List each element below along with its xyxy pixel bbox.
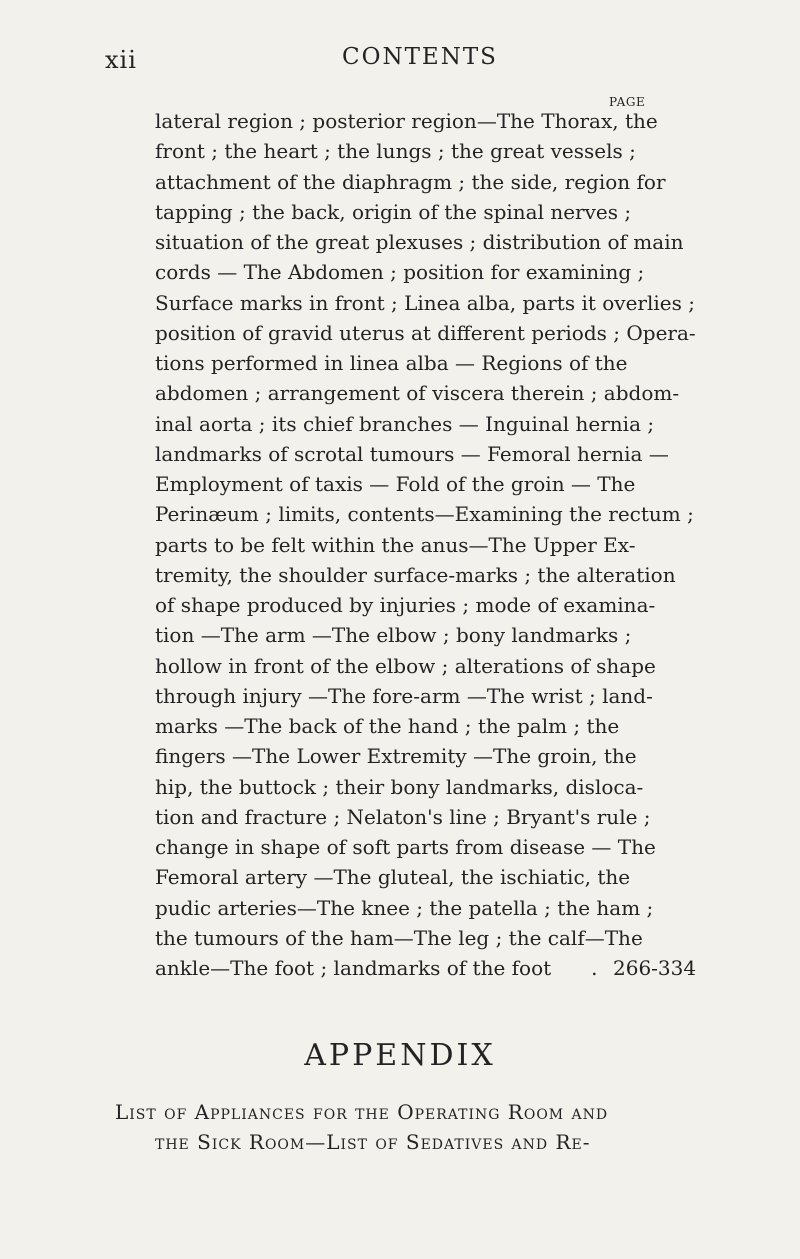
contents-line: position of gravid uterus at different periods ; Opera- [155,320,696,345]
contents-line: attachment of the diaphragm ; the side, region for [155,169,666,194]
appendix-entry [115,1097,645,1157]
contents-line: inal aorta ; its chief branches — Inguinal hernia ; [155,411,655,436]
contents-line: fingers —The Lower Extremity —The groin, the [155,744,637,769]
contents-line: landmarks of scrotal tumours — Femoral hernia — [155,441,669,466]
contents-line: cords — The Abdomen ; position for examining ; [155,260,645,285]
appendix-heading: APPENDIX [304,1038,496,1073]
contents-line: parts to be felt within the anus—The Upper Ex- [155,532,636,557]
contents-line: hollow in front of the elbow ; alterations of shape [155,653,656,678]
contents-line: abdomen ; arrangement of viscera therein ; abdom- [155,381,680,406]
leader-dot: . [591,956,598,980]
contents-line: tapping ; the back, origin of the spinal nerves ; [155,199,632,224]
appendix-line: List of Appliances for the Operating Room and [115,1100,609,1124]
running-head [0,42,800,76]
contents-entry [155,106,697,983]
contents-line: Femoral artery —The gluteal, the ischiatic, the [155,865,631,890]
page-number: xii [105,46,137,74]
contents-line: Perinæum ; limits, contents—Examining the rectum ; [155,502,694,527]
contents-line: situation of the great plexuses ; distribution of main [155,230,684,254]
contents-line: tion and fracture ; Nelaton's line ; Bryant's rule ; [155,804,651,829]
contents-last-line [155,953,697,983]
contents-line: Employment of taxis — Fold of the groin — The [155,472,636,496]
contents-line: lateral region ; posterior region—The Thorax, the [155,109,658,133]
contents-line: front ; the heart ; the lungs ; the great vessels ; [155,139,636,164]
page-range: 266-334 [613,956,697,980]
contents-line: hip, the buttock ; their bony landmarks, disloca- [155,774,644,799]
page-title: CONTENTS [342,44,498,70]
page-column-label: PAGE [609,95,646,109]
contents-line: marks —The back of the hand ; the palm ; the [155,714,620,738]
contents-line: tremity, the shoulder surface-marks ; the alteration [155,562,676,587]
contents-line-text: ankle—The foot ; landmarks of the foot [155,956,552,980]
contents-line: of shape produced by injuries ; mode of examina- [155,593,656,617]
contents-line: through injury —The fore-arm —The wrist ; land- [155,683,653,708]
contents-line: Surface marks in front ; Linea alba, parts it overlies ; [155,290,695,315]
contents-line: tions performed in linea alba — Regions of the [155,351,628,375]
contents-line: pudic arteries—The knee ; the patella ; the ham ; [155,895,654,920]
contents-line: the tumours of the ham—The leg ; the calf—The [155,925,643,950]
contents-line: change in shape of soft parts from disease — The [155,835,656,859]
appendix-line: the Sick Room—List of Sedatives and Re- [155,1130,591,1154]
contents-line: tion —The arm —The elbow ; bony landmarks ; [155,623,632,648]
